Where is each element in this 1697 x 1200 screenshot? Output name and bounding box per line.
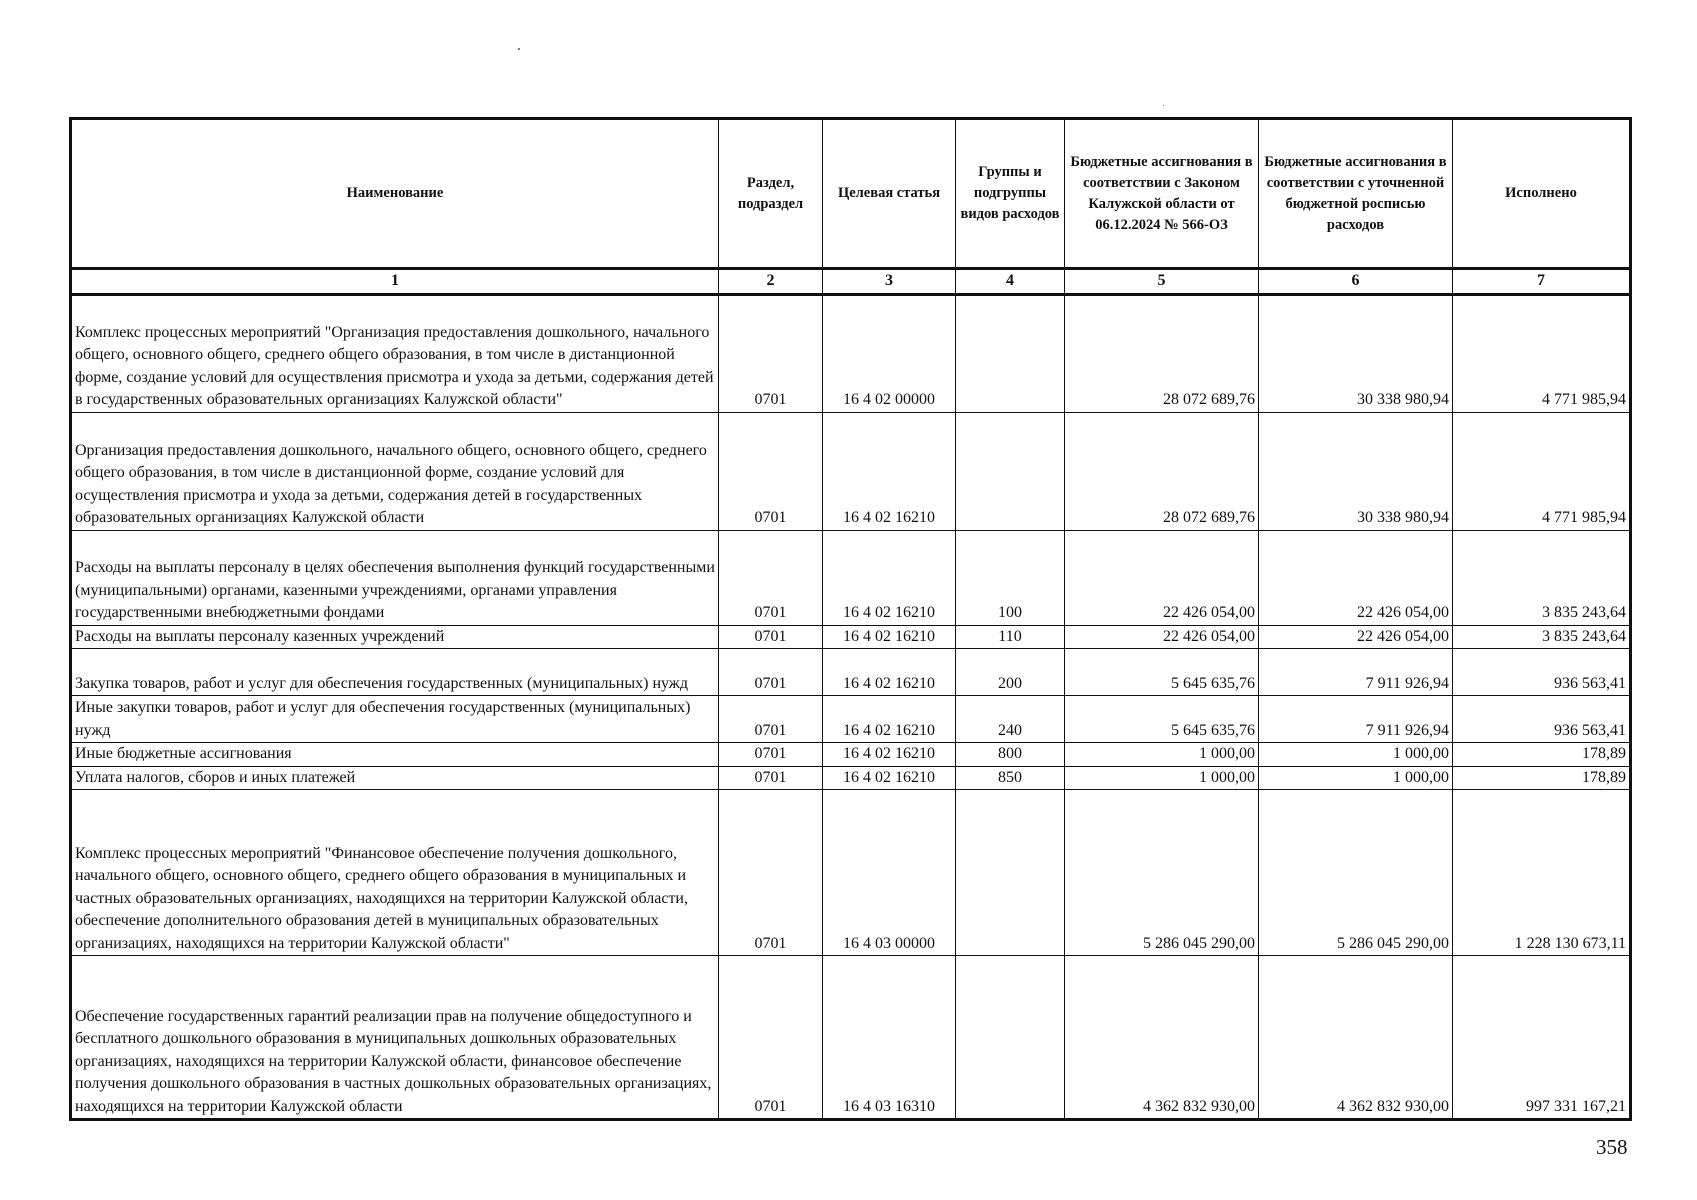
header-group: Группы и подгруппы видов расходов [956, 119, 1065, 269]
row-refined-amount: 7 911 926,94 [1259, 649, 1453, 696]
row-section: 0701 [719, 412, 823, 530]
row-section: 0701 [719, 743, 823, 767]
row-executed-amount: 3 835 243,64 [1453, 625, 1631, 649]
row-group: 800 [956, 743, 1065, 767]
header-executed: Исполнено [1453, 119, 1631, 269]
row-name: Уплата налогов, сборов и иных платежей [71, 766, 719, 790]
row-section: 0701 [719, 956, 823, 1120]
row-target: 16 4 02 16210 [823, 696, 956, 743]
row-executed-amount: 178,89 [1453, 743, 1631, 767]
table-row [71, 766, 1631, 790]
row-refined-amount: 1 000,00 [1259, 766, 1453, 790]
row-name: Расходы на выплаты персоналу казенных учреждений [71, 625, 719, 649]
row-law-amount: 28 072 689,76 [1065, 412, 1259, 530]
table-header-row [71, 119, 1631, 269]
row-refined-amount: 22 426 054,00 [1259, 625, 1453, 649]
row-executed-amount: 3 835 243,64 [1453, 530, 1631, 625]
row-refined-amount: 4 362 832 930,00 [1259, 956, 1453, 1120]
row-name: Комплекс процессных мероприятий "Финансовое обеспечение получения дошкольного, начального общего, основного общего, среднего общего образования в муниципальных и частных образовательных организациях, находящихся на территории Калужской области, обеспечение дополнительного образования детей в муниципальных образовательных организациях, находящихся на территории Калужской области" [71, 790, 719, 956]
row-law-amount: 1 000,00 [1065, 743, 1259, 767]
header-section: Раздел, подраздел [719, 119, 823, 269]
table-row [71, 412, 1631, 530]
column-number-row [71, 269, 1631, 295]
row-section: 0701 [719, 790, 823, 956]
row-target: 16 4 02 16210 [823, 649, 956, 696]
row-refined-amount: 7 911 926,94 [1259, 696, 1453, 743]
column-number: 3 [823, 269, 956, 295]
column-number: 2 [719, 269, 823, 295]
row-target: 16 4 02 16210 [823, 530, 956, 625]
column-number: 7 [1453, 269, 1631, 295]
column-number: 1 [71, 269, 719, 295]
row-section: 0701 [719, 696, 823, 743]
row-executed-amount: 4 771 985,94 [1453, 294, 1631, 412]
table-row [71, 625, 1631, 649]
column-number: 4 [956, 269, 1065, 295]
row-law-amount: 5 645 635,76 [1065, 649, 1259, 696]
row-group: 850 [956, 766, 1065, 790]
row-section: 0701 [719, 294, 823, 412]
row-group [956, 956, 1065, 1120]
row-executed-amount: 178,89 [1453, 766, 1631, 790]
header-target: Целевая статья [823, 119, 956, 269]
row-group [956, 412, 1065, 530]
row-law-amount: 1 000,00 [1065, 766, 1259, 790]
header-name: Наименование [71, 119, 719, 269]
row-target: 16 4 02 16210 [823, 743, 956, 767]
table-row [71, 294, 1631, 412]
row-name: Закупка товаров, работ и услуг для обеспечения государственных (муниципальных) нужд [71, 649, 719, 696]
row-group: 240 [956, 696, 1065, 743]
row-section: 0701 [719, 649, 823, 696]
row-group: 100 [956, 530, 1065, 625]
row-target: 16 4 03 00000 [823, 790, 956, 956]
row-executed-amount: 1 228 130 673,11 [1453, 790, 1631, 956]
row-name: Организация предоставления дошкольного, начального общего, основного общего, среднего общего образования, в том числе в дистанционной форме, создание условий для осуществления присмотра и ухода за детьми, содержания детей в государственных образовательных организациях Калужской области [71, 412, 719, 530]
row-group [956, 790, 1065, 956]
row-target: 16 4 03 16310 [823, 956, 956, 1120]
row-refined-amount: 30 338 980,94 [1259, 294, 1453, 412]
row-law-amount: 22 426 054,00 [1065, 625, 1259, 649]
budget-table [69, 117, 1632, 1121]
row-law-amount: 4 362 832 930,00 [1065, 956, 1259, 1120]
row-executed-amount: 4 771 985,94 [1453, 412, 1631, 530]
scan-speck [1163, 105, 1164, 106]
table-row [71, 956, 1631, 1120]
row-name: Расходы на выплаты персоналу в целях обеспечения выполнения функций государственными (муниципальными) органами, казенными учреждениями, органами управления государственными внебюджетными фондами [71, 530, 719, 625]
row-section: 0701 [719, 530, 823, 625]
row-target: 16 4 02 16210 [823, 766, 956, 790]
row-refined-amount: 30 338 980,94 [1259, 412, 1453, 530]
row-executed-amount: 936 563,41 [1453, 649, 1631, 696]
scan-speck [518, 48, 520, 50]
row-name: Обеспечение государственных гарантий реализации прав на получение общедоступного и бесплатного дошкольного образования в муниципальных дошкольных образовательных организациях, находящихся на территории Калужской области, финансовое обеспечение получения дошкольного образования в частных дошкольных образовательных организациях, находящихся на территории Калужской области [71, 956, 719, 1120]
row-name: Иные закупки товаров, работ и услуг для обеспечения государственных (муниципальных) нужд [71, 696, 719, 743]
row-target: 16 4 02 00000 [823, 294, 956, 412]
row-law-amount: 5 645 635,76 [1065, 696, 1259, 743]
table-row [71, 743, 1631, 767]
row-name: Комплекс процессных мероприятий "Организация предоставления дошкольного, начального общего, основного общего, среднего общего образования, в том числе в дистанционной форме, создание условий для осуществления присмотра и ухода за детьми, содержания детей в государственных образовательных организациях Калужской области" [71, 294, 719, 412]
row-refined-amount: 1 000,00 [1259, 743, 1453, 767]
row-name: Иные бюджетные ассигнования [71, 743, 719, 767]
table-row [71, 696, 1631, 743]
header-law: Бюджетные ассигнования в соответствии с Законом Калужской области от 06.12.2024 № 566-ОЗ [1065, 119, 1259, 269]
row-section: 0701 [719, 766, 823, 790]
row-refined-amount: 5 286 045 290,00 [1259, 790, 1453, 956]
column-number: 5 [1065, 269, 1259, 295]
row-group: 110 [956, 625, 1065, 649]
column-number: 6 [1259, 269, 1453, 295]
row-law-amount: 22 426 054,00 [1065, 530, 1259, 625]
table-row [71, 790, 1631, 956]
row-refined-amount: 22 426 054,00 [1259, 530, 1453, 625]
row-law-amount: 5 286 045 290,00 [1065, 790, 1259, 956]
row-group [956, 294, 1065, 412]
row-group: 200 [956, 649, 1065, 696]
table-row [71, 530, 1631, 625]
row-law-amount: 28 072 689,76 [1065, 294, 1259, 412]
row-target: 16 4 02 16210 [823, 412, 956, 530]
row-executed-amount: 936 563,41 [1453, 696, 1631, 743]
header-refined: Бюджетные ассигнования в соответствии с уточненной бюджетной росписью расходов [1259, 119, 1453, 269]
page-number: 358 [1596, 1135, 1628, 1159]
row-target: 16 4 02 16210 [823, 625, 956, 649]
row-executed-amount: 997 331 167,21 [1453, 956, 1631, 1120]
row-section: 0701 [719, 625, 823, 649]
table-row [71, 649, 1631, 696]
